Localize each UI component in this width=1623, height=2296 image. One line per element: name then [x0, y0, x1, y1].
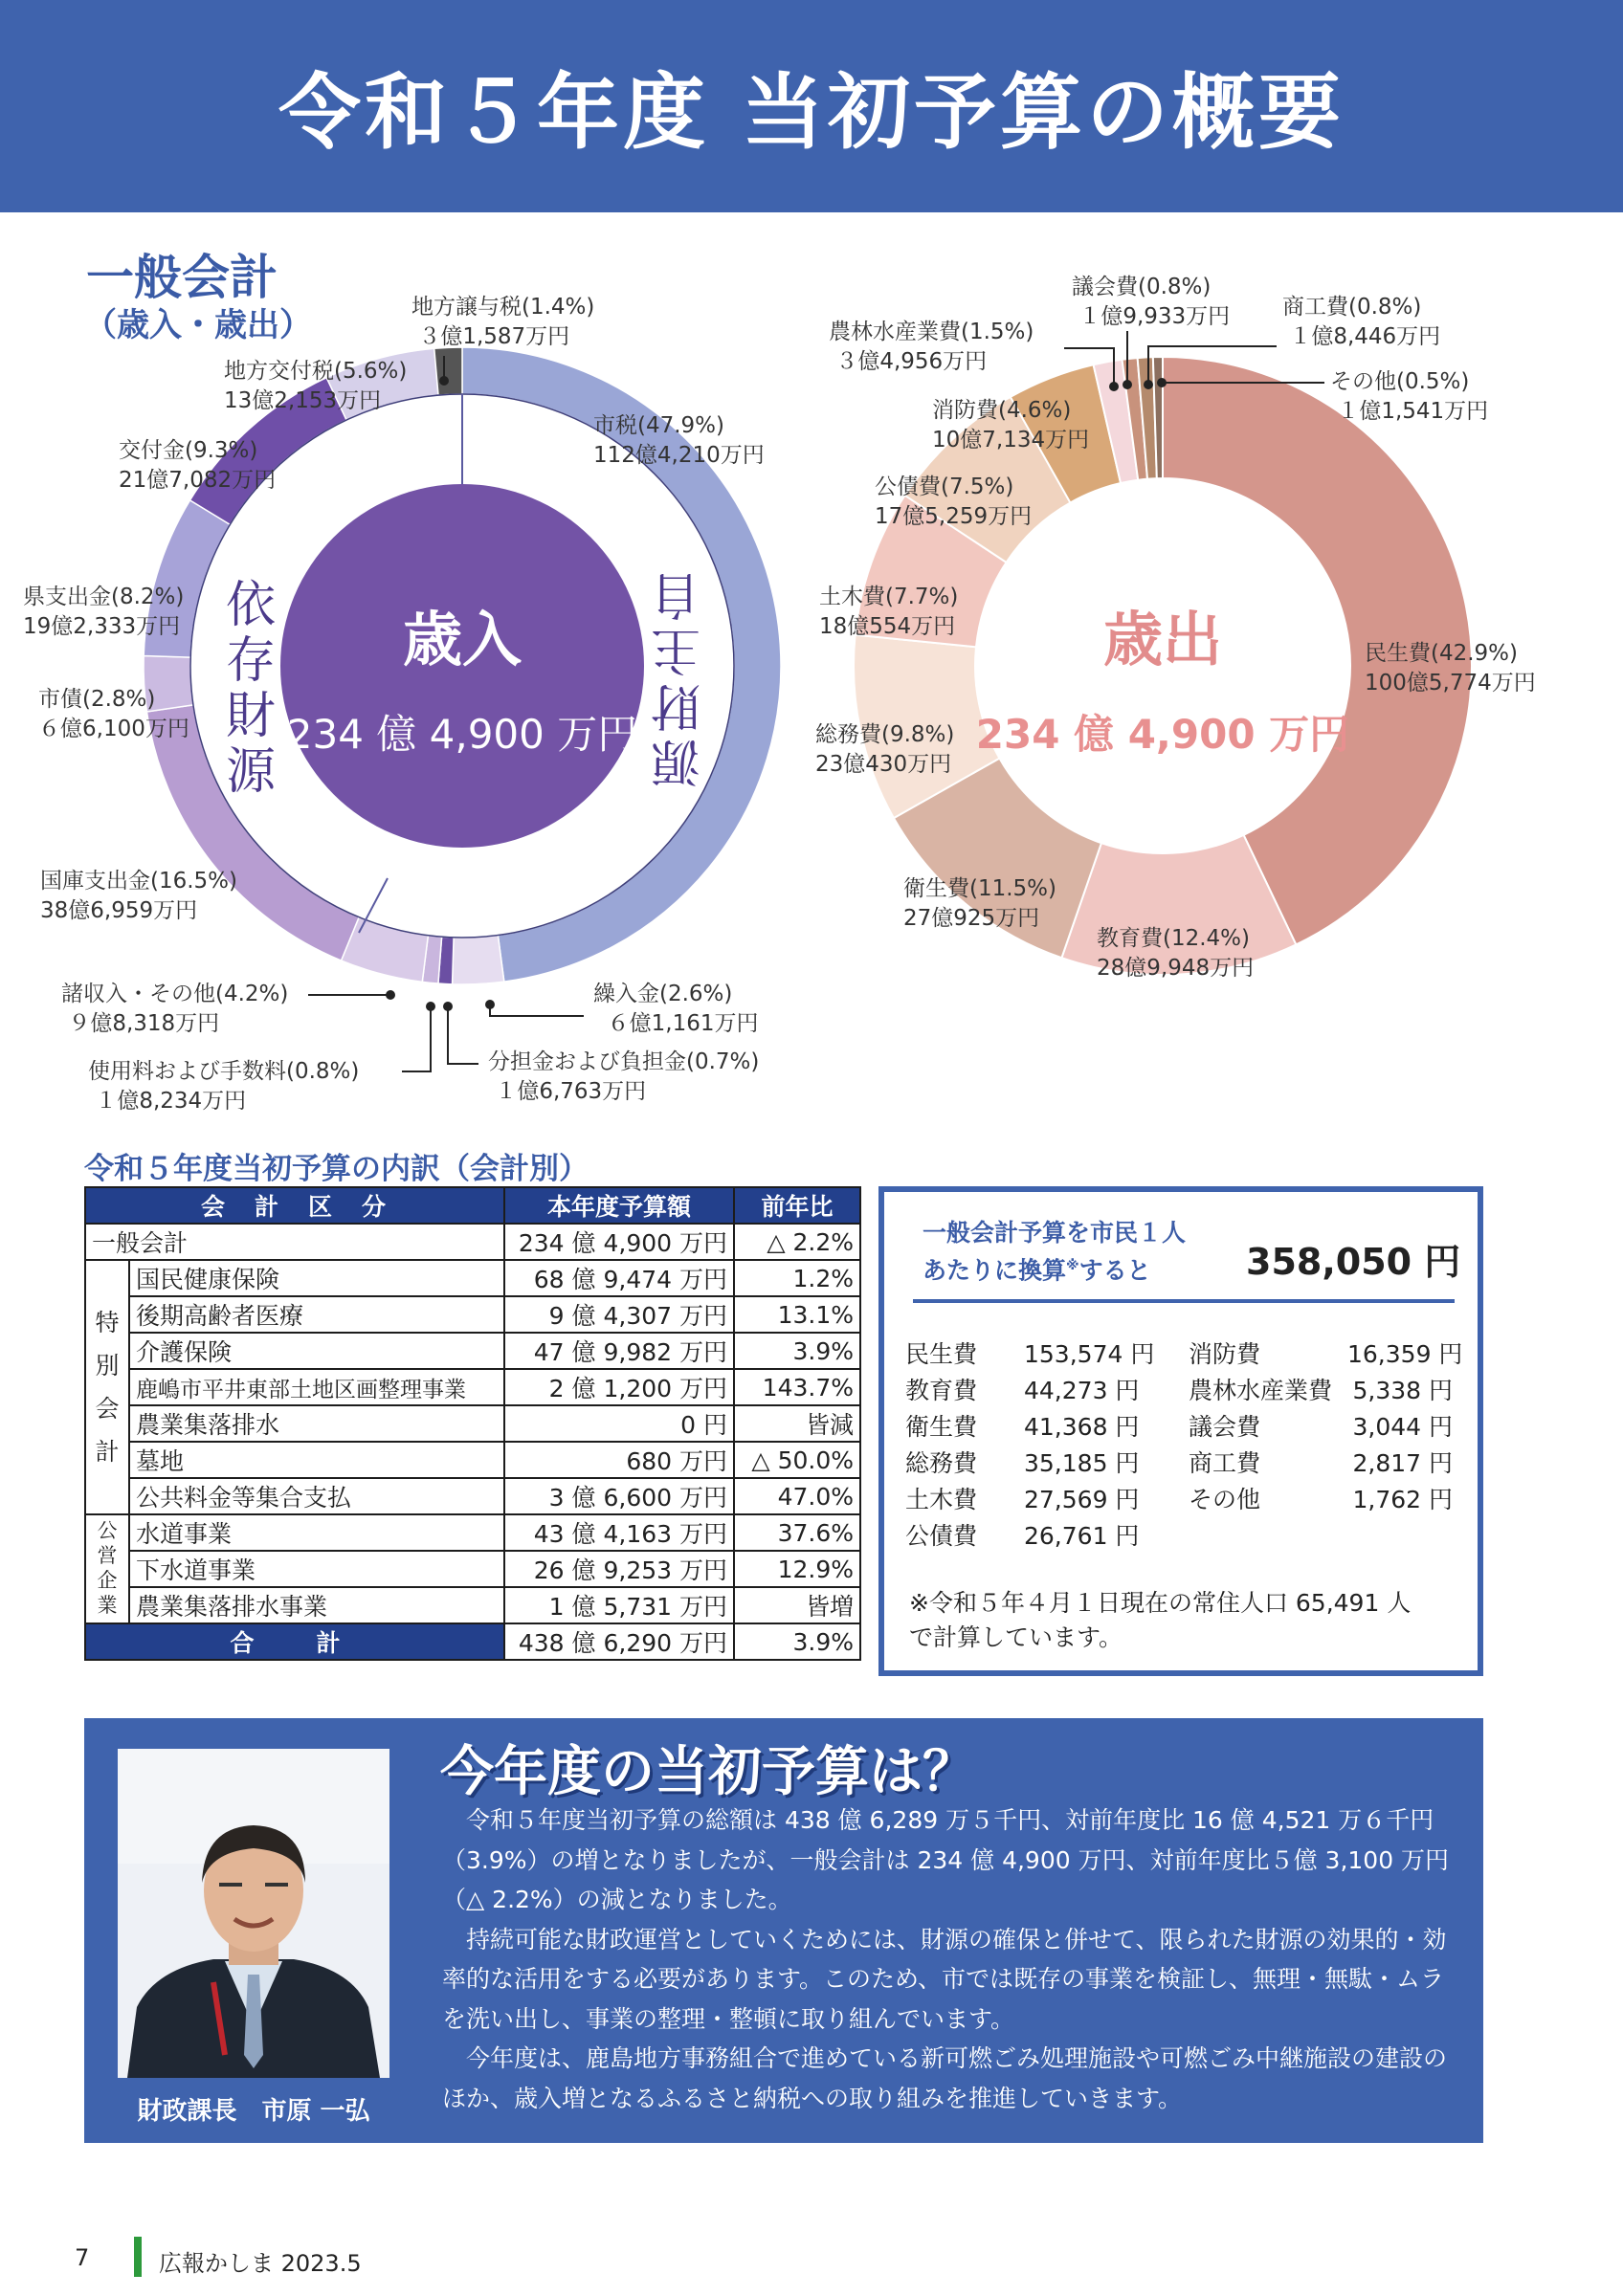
rev-label-chihojoyozei: 地方譲与税(1.4%) ３億1,587万円 — [411, 295, 595, 349]
exp-label-sonota: その他(0.5%) １億1,541万円 — [1330, 369, 1489, 424]
panel-body — [442, 1800, 1466, 2118]
svg-text:源: 源 — [650, 732, 701, 789]
per-capita-item-value: 1,762 円 — [1352, 1486, 1453, 1513]
expenditure-center-amount: 234 億 4,900 万円 — [975, 711, 1350, 758]
exp-label-kosaihi: 公債費(7.5%) 17億5,259万円 — [875, 475, 1033, 529]
per-capita-item-value: 5,338 円 — [1352, 1377, 1453, 1404]
rev-label-shoshunyu: 諸収入・その他(4.2%) ９億8,318万円 — [61, 982, 289, 1036]
rev-label-kokkoshishutsukin: 国庫支出金(16.5%) 38億6,959万円 — [40, 869, 238, 923]
exp-label-shobohi: 消防費(4.6%) 10億7,134万円 — [932, 398, 1090, 453]
svg-text:自: 自 — [650, 565, 701, 623]
per-capita-item-name: 総務費 — [905, 1449, 978, 1477]
per-capita-item-name: 公債費 — [905, 1522, 978, 1550]
per-capita-item-value: 153,574 円 — [1024, 1340, 1155, 1368]
per-capita-item-name: 教育費 — [905, 1377, 978, 1404]
svg-text:存: 存 — [225, 632, 277, 690]
table-row: 農業集落排水 0 円 皆減 — [85, 1405, 860, 1442]
dot-buntankin — [443, 1002, 453, 1011]
per-capita-item-name: 商工費 — [1189, 1449, 1261, 1477]
exp-label-shokohi: 商工費(0.8%) １億8,446万円 — [1282, 295, 1441, 349]
leader-shiyoryo — [402, 1006, 431, 1071]
budget-table — [84, 1186, 861, 1661]
portrait-photo — [118, 1749, 389, 2078]
dot-gikai — [1123, 380, 1132, 389]
per-capita-note: ※令和５年４月１日現在の常住人口 65,491 人 で計算しています。 — [909, 1589, 1412, 1651]
svg-text:財: 財 — [225, 688, 277, 745]
rev-label-chihokofuzei: 地方交付税(5.6%) 13億2,153万円 — [224, 359, 408, 413]
per-capita-item-value: 27,569 円 — [1024, 1486, 1140, 1513]
general-account-subtitle: （歳入・歳出） — [84, 306, 312, 344]
dot-shoshunyu — [386, 990, 395, 1000]
dot-shiyoryo — [426, 1002, 435, 1011]
dot-shoko — [1144, 380, 1153, 389]
revenue-slice-1 — [453, 936, 504, 984]
expenditure-center-label: 歳出 — [1102, 605, 1223, 674]
revenue-center-amount: 234 億 4,900 万円 — [286, 711, 638, 758]
table-row: 後期高齢者医療 9 億 4,307 万円 13.1% — [85, 1296, 860, 1333]
col-header-yoy: 前年比 — [734, 1187, 860, 1224]
table-row: 介護保険 47 億 9,982 万円 3.9% — [85, 1333, 860, 1369]
divider — [913, 1299, 1455, 1303]
table-row: 公共料金等集合支払 3 億 6,600 万円 47.0% — [85, 1478, 860, 1514]
rev-label-kurirekin: 繰入金(2.6%) ６億1,161万円 — [593, 982, 759, 1036]
per-capita-item-name: 農林水産業費 — [1189, 1377, 1333, 1404]
exp-label-minseihi: 民生費(42.9%) 100億5,774万円 — [1365, 641, 1536, 695]
table-title: 令和５年度当初予算の内訳（会計別） — [84, 1152, 589, 1186]
table-row: 鹿嶋市平井東部土地区画整理事業 2 億 1,200 万円 143.7% — [85, 1369, 860, 1405]
revenue-center-label: 歳入 — [402, 605, 522, 674]
svg-text:依: 依 — [225, 577, 277, 634]
exp-label-somuhi: 総務費(9.8%) 23億430万円 — [815, 722, 955, 777]
table-row: 公営企業 水道事業 43 億 4,163 万円 37.6% — [85, 1514, 860, 1551]
exp-label-eiseihi: 衛生費(11.5%) 27億925万円 — [903, 876, 1057, 931]
col-header-category: 会 計 区 分 — [85, 1187, 504, 1224]
table-row: 下水道事業 26 億 9,253 万円 12.9% — [85, 1551, 860, 1587]
per-capita-item-value: 41,368 円 — [1024, 1413, 1140, 1441]
dot-kurirekin — [485, 1000, 495, 1009]
rev-label-kofukin: 交付金(9.3%) 21億7,082万円 — [119, 438, 277, 493]
per-capita-item-value: 3,044 円 — [1352, 1413, 1453, 1441]
table-row: 農業集落排水事業 1 億 5,731 万円 皆増 — [85, 1587, 860, 1623]
rev-label-shiyoryo: 使用料および手数料(0.8%) １億8,234万円 — [88, 1059, 360, 1114]
rev-label-shizei: 市税(47.9%) 112億4,210万円 — [593, 413, 765, 468]
footer-publication: 広報かしま 2023.5 — [159, 2250, 362, 2277]
exp-label-dobokuhi: 土木費(7.7%) 18億554万円 — [819, 585, 959, 639]
per-capita-item-value: 44,273 円 — [1024, 1377, 1140, 1404]
footer-bar — [134, 2237, 142, 2277]
per-capita-item-value: 16,359 円 — [1347, 1340, 1463, 1368]
dot-joyozei — [439, 376, 449, 386]
svg-text:源: 源 — [225, 743, 277, 801]
leader-buntankin — [448, 1006, 478, 1064]
revenue-ring-left-text — [226, 577, 277, 801]
per-capita-item-name: 民生費 — [905, 1340, 978, 1368]
page-number: 7 — [75, 2244, 90, 2271]
per-capita-heading: 一般会計予算を市民１人 あたりに換算※すると — [923, 1219, 1187, 1285]
table-row: 墓地 680 万円 △ 50.0% — [85, 1442, 860, 1478]
exp-label-gikaihi: 議会費(0.8%) １億9,933万円 — [1072, 275, 1231, 329]
panel-title: 今年度の当初予算は？ — [440, 1741, 976, 1803]
photo-caption: 財政課長 市原 一弘 — [137, 2097, 370, 2126]
revenue-ring-right-text — [650, 565, 700, 789]
rev-label-kenshishutsukin: 県支出金(8.2%) 19億2,333万円 — [23, 585, 185, 639]
rev-label-buntankin: 分担金および負担金(0.7%) １億6,763万円 — [488, 1049, 760, 1104]
rev-label-shisai: 市債(2.8%) ６億6,100万円 — [38, 687, 189, 741]
dot-norin — [1109, 382, 1119, 391]
general-account-title: 一般会計 — [86, 250, 278, 305]
per-capita-total: 358,050 円 — [1246, 1241, 1461, 1283]
per-capita-item-value: 2,817 円 — [1352, 1449, 1453, 1477]
paragraph: 今年度は、鹿島地方事務組合で進めている新可燃ごみ処理施設や可燃ごみ中継施設の建設のほか、歳入増となるふるさと納税への取り組みを推進していきます。 — [442, 2044, 1448, 2112]
dot-sonota — [1157, 378, 1167, 387]
per-capita-item-name: 議会費 — [1189, 1413, 1261, 1441]
per-capita-item-value: 35,185 円 — [1024, 1449, 1140, 1477]
exp-label-kyoikuhi: 教育費(12.4%) 28億9,948万円 — [1097, 926, 1255, 981]
per-capita-item-value: 26,761 円 — [1024, 1522, 1140, 1550]
exp-label-norinhi: 農林水産業費(1.5%) ３億4,956万円 — [829, 320, 1034, 374]
svg-text:財: 財 — [650, 676, 701, 734]
page-title: 令和５年度 当初予算の概要 — [278, 65, 1345, 161]
table-row: 特別会計 国民健康保険 68 億 9,474 万円 1.2% — [85, 1260, 860, 1296]
per-capita-box — [878, 1186, 1483, 1676]
paragraph: 令和５年度当初予算の総額は 438 億 6,289 万５千円、対前年度比 16 億 4,521 万６千円（3.9%）の増となりましたが、一般会計は 234 億 4,900 万円、対前年度比５億 3,100 万円（△ 2.2%）の減となりました。 — [442, 1806, 1450, 1913]
svg-text:主: 主 — [650, 621, 701, 678]
group-label-public: 公営企業 — [85, 1514, 129, 1623]
per-capita-item-name: その他 — [1189, 1486, 1261, 1513]
per-capita-item-name: 衛生費 — [905, 1413, 978, 1441]
table-row: 一般会計 234 億 4,900 万円 △ 2.2% — [85, 1224, 860, 1260]
per-capita-item-name: 消防費 — [1189, 1340, 1261, 1368]
col-header-amount: 本年度予算額 — [504, 1187, 734, 1224]
group-label-special: 特別会計 — [85, 1260, 129, 1514]
paragraph: 持続可能な財政運営としていくためには、財源の確保と併せて、限られた財源の効果的・効率的な活用をする必要があります。このため、市では既存の事業を検証し、無理・無駄・ムラを洗い出し、事業の整理・整頓に取り組んでいます。 — [442, 1925, 1447, 2033]
table-total-row: 合 計 438 億 6,290 万円 3.9% — [85, 1623, 860, 1660]
leader-kurirekin — [490, 1004, 584, 1016]
per-capita-item-name: 土木費 — [905, 1486, 978, 1513]
revenue-slice-10 — [434, 347, 462, 395]
